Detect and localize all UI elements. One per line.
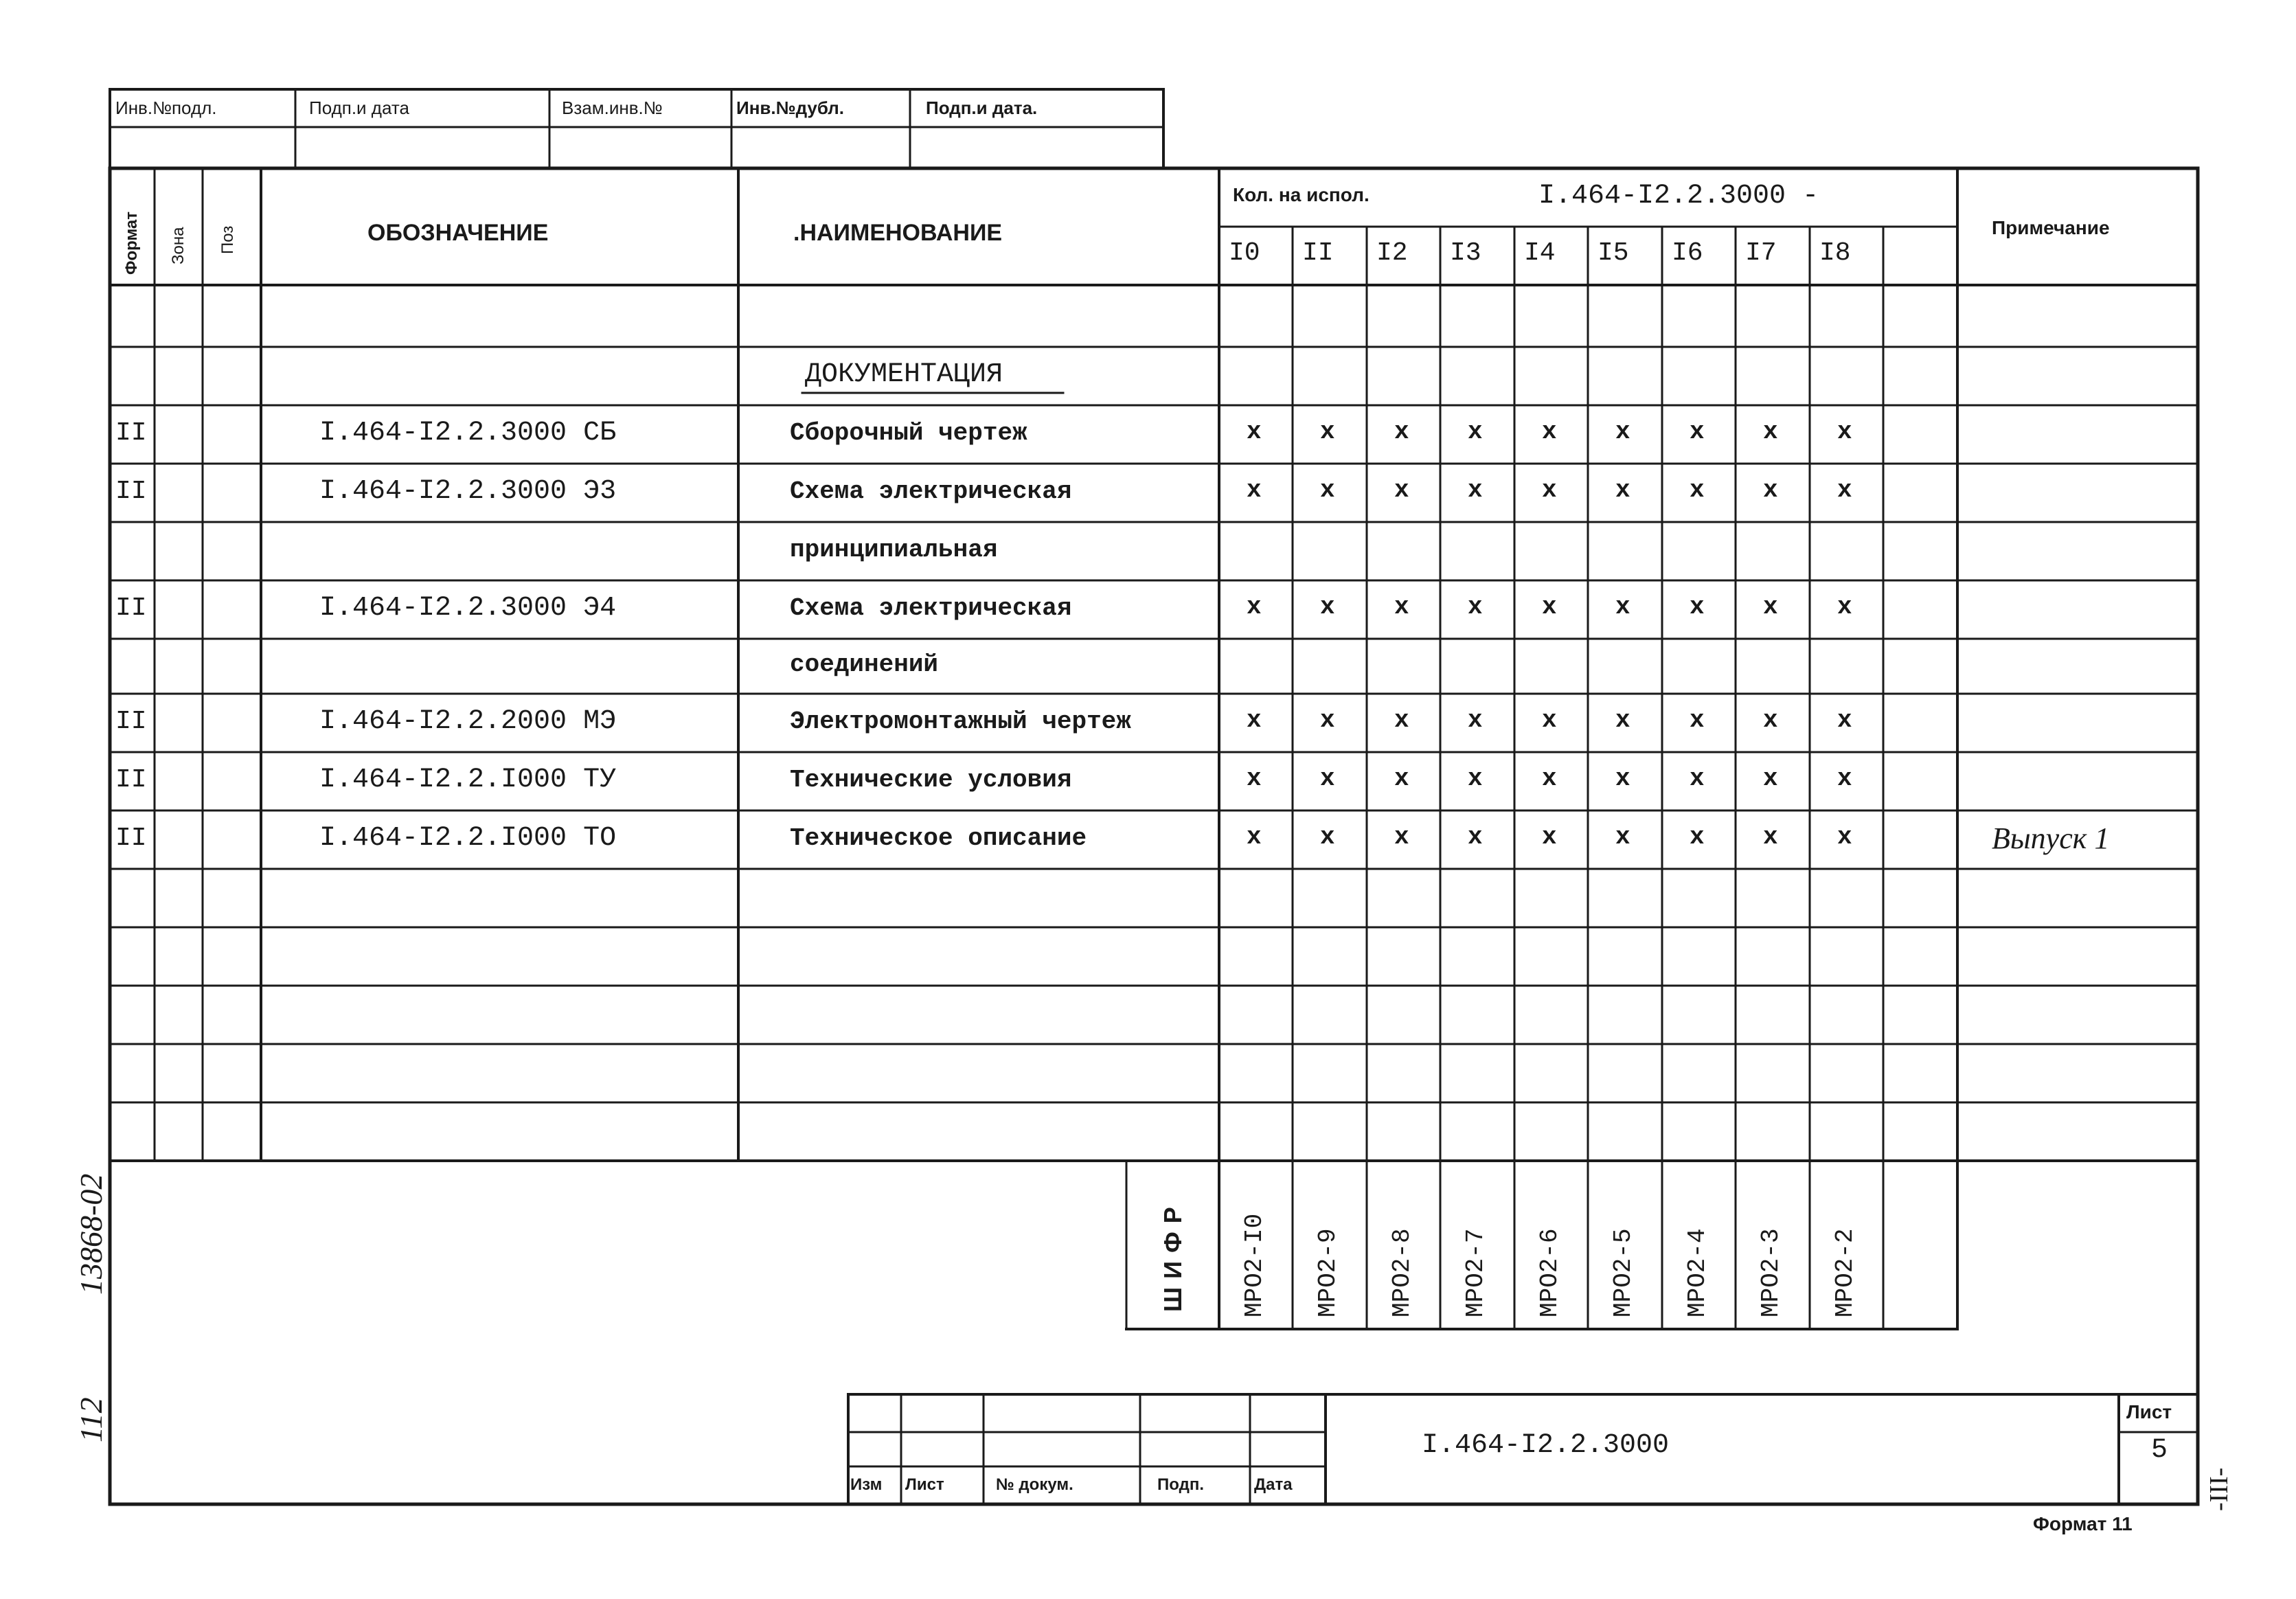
usage-mark: x [1615,705,1630,734]
cipher-label: ШИФР [1159,1199,1187,1312]
variant-header-6: I5 [1598,238,1629,268]
row-format: II [115,823,147,853]
usage-mark: x [1468,475,1483,504]
row-format: II [115,706,147,736]
usage-mark: x [1320,592,1335,621]
tb-label-sheet: Лист [905,1475,944,1494]
usage-mark: x [1763,592,1778,621]
row-designation: I.464-I2.2.I000 ТУ [319,764,617,795]
table-row [110,986,2198,1044]
row-name: Схема электрическая [790,477,1072,506]
usage-mark: x [1394,822,1409,851]
usage-mark: x [1468,764,1483,793]
usage-mark: x [1247,475,1262,504]
usage-mark: x [1690,822,1705,851]
strip-label-sign-date: Подп.и дата [309,98,409,118]
usage-mark: x [1837,822,1852,851]
variant-header-8: I7 [1745,238,1777,268]
usage-mark: x [1615,764,1630,793]
tb-sheet-number: 5 [2151,1435,2168,1466]
col-header-qty-label: Кол. на испол. [1233,184,1369,205]
usage-mark: x [1542,705,1557,734]
table-row [110,522,2198,580]
usage-mark: x [1320,705,1335,734]
col-header-pos: Поз [218,225,237,254]
tb-label-doc-number: № докум. [996,1475,1073,1494]
usage-mark: x [1542,592,1557,621]
cipher-code: МРО2-I0 [1240,1213,1269,1317]
variant-header-4: I3 [1450,238,1481,268]
variant-header-7: I6 [1672,238,1703,268]
table-row [110,347,2198,405]
usage-mark: x [1837,592,1852,621]
row-name: соединений [790,650,939,679]
margin-note-right: -III- [2205,1467,2234,1511]
usage-mark: x [1763,705,1778,734]
tb-sheet-label: Лист [2126,1401,2172,1422]
usage-mark: x [1615,822,1630,851]
usage-mark: x [1837,764,1852,793]
row-name: Технические условия [790,765,1072,794]
usage-mark: x [1690,764,1705,793]
tb-document-code: I.464-I2.2.3000 [1422,1430,1670,1461]
row-name: Техническое описание [790,824,1087,852]
row-format: II [115,476,147,506]
usage-mark: x [1468,592,1483,621]
col-header-note: Примечание [1992,217,2110,238]
strip-label-inv-dup: Инв.№дубл. [736,98,845,118]
variant-header-5: I4 [1524,238,1556,268]
row-format: II [115,593,147,623]
table-row [110,927,2198,986]
usage-mark: x [1394,592,1409,621]
usage-mark: x [1763,475,1778,504]
variant-header-2: II [1302,238,1334,268]
usage-mark: x [1320,822,1335,851]
cipher-code: МРО2-4 [1683,1228,1712,1317]
cipher-code: МРО2-9 [1314,1228,1342,1317]
strip-label-sign-date-2: Подп.и дата. [926,98,1038,118]
col-header-qty-code: I.464-I2.2.3000 - [1538,181,1819,212]
col-header-designation: ОБОЗНАЧЕНИЕ [367,220,549,246]
row-designation: I.464-I2.2.3000 СБ [319,417,617,449]
usage-mark: x [1247,417,1262,446]
usage-mark: x [1320,417,1335,446]
row-name: Электромонтажный чертеж [790,707,1131,736]
usage-mark: x [1468,417,1483,446]
usage-mark: x [1394,475,1409,504]
margin-note-archive: 13868-02 [73,1173,109,1295]
usage-mark: x [1247,705,1262,734]
row-designation: I.464-I2.2.2000 МЭ [319,705,617,737]
usage-mark: x [1247,822,1262,851]
tb-label-change: Изм [850,1475,883,1494]
row-designation: I.464-I2.2.3000 Э3 [319,475,617,507]
cipher-code: МРО2-2 [1831,1228,1859,1317]
usage-mark: x [1542,764,1557,793]
usage-mark: x [1615,417,1630,446]
usage-mark: x [1763,822,1778,851]
usage-mark: x [1837,705,1852,734]
row-note: Выпуск 1 [1992,821,2110,855]
cipher-code: МРО2-6 [1536,1228,1564,1317]
usage-mark: x [1247,592,1262,621]
row-name: Схема электрическая [790,593,1072,622]
usage-mark: x [1320,475,1335,504]
variant-header-3: I2 [1376,238,1408,268]
usage-mark: x [1542,475,1557,504]
usage-mark: x [1837,475,1852,504]
table-row [110,1102,2198,1161]
variant-header-9: I8 [1819,238,1851,268]
margin-note-page: 112 [73,1397,109,1442]
row-format: II [115,764,147,795]
col-header-name: .НАИМЕНОВАНИЕ [793,220,1003,246]
usage-mark: x [1615,592,1630,621]
section-heading: ДОКУМЕНТАЦИЯ [805,359,1003,390]
tb-label-signature: Подп. [1157,1475,1204,1494]
row-designation: I.464-I2.2.3000 Э4 [319,592,617,624]
usage-mark: x [1468,705,1483,734]
cipher-code: МРО2-7 [1462,1228,1490,1317]
usage-mark: x [1542,417,1557,446]
usage-mark: x [1690,705,1705,734]
row-format: II [115,418,147,448]
usage-mark: x [1763,764,1778,793]
usage-mark: x [1690,475,1705,504]
cipher-code: МРО2-8 [1388,1228,1416,1317]
tb-label-date: Дата [1254,1475,1293,1494]
usage-mark: x [1690,592,1705,621]
usage-mark: x [1247,764,1262,793]
usage-mark: x [1394,705,1409,734]
usage-mark: x [1320,764,1335,793]
table-row [110,1044,2198,1102]
usage-mark: x [1394,417,1409,446]
usage-mark: x [1394,764,1409,793]
usage-mark: x [1468,822,1483,851]
col-header-zone: Зона [169,227,187,264]
variant-header-1: I0 [1229,238,1260,268]
cipher-code: МРО2-3 [1757,1228,1785,1317]
table-row [110,869,2198,927]
table-row [110,285,2198,347]
usage-mark: x [1837,417,1852,446]
row-name: Сборочный чертеж [790,418,1027,447]
usage-mark: x [1542,822,1557,851]
col-header-format: Формат [122,211,141,275]
usage-mark: x [1615,475,1630,504]
usage-mark: x [1763,417,1778,446]
usage-mark: x [1690,417,1705,446]
row-name: принципиальная [790,535,998,564]
cipher-code: МРО2-5 [1609,1228,1637,1317]
footer-format-note: Формат 11 [2033,1513,2133,1534]
strip-label-replace-inv: Взам.инв.№ [562,98,663,118]
row-designation: I.464-I2.2.I000 ТО [319,822,617,854]
table-row [110,639,2198,694]
strip-label-inv-orig: Инв.№подл. [115,98,217,118]
